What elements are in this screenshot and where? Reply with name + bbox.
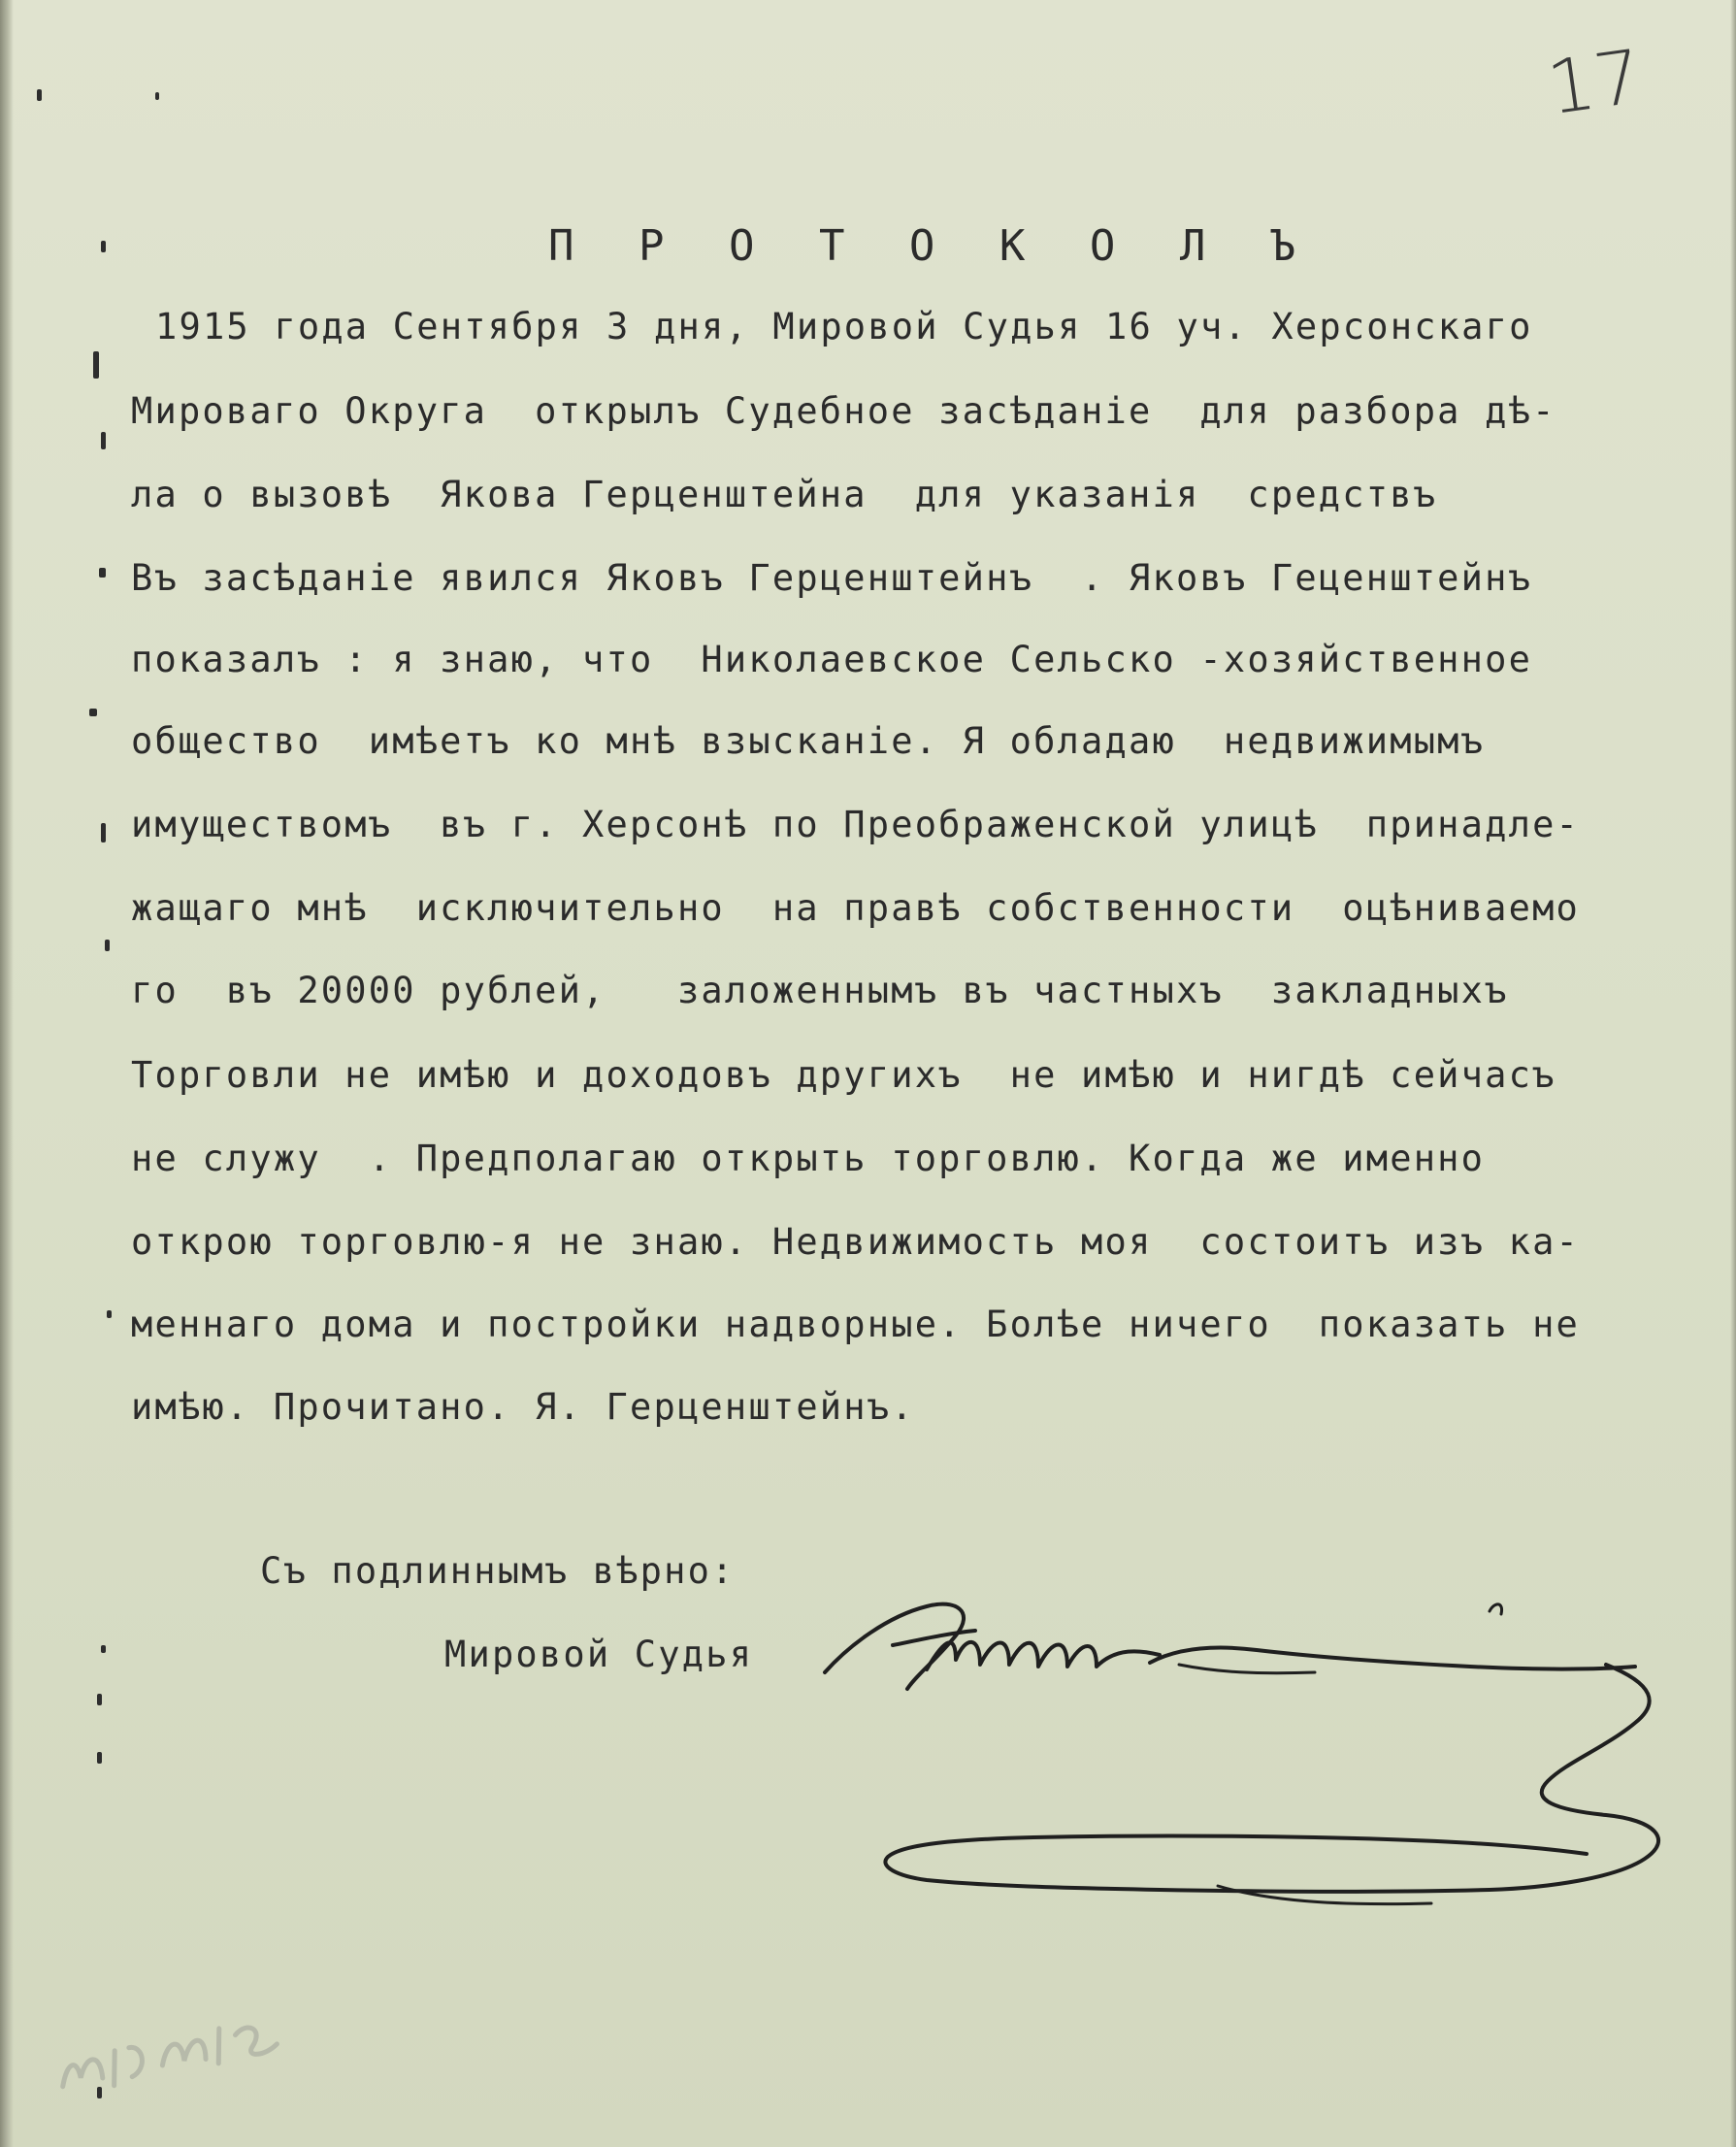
margin-mark — [101, 241, 106, 252]
margin-mark — [155, 92, 159, 100]
body-line: Торговли не имѣю и доходовъ другихъ не имѣю и нигдѣ сейчасъ — [131, 1054, 1556, 1096]
body-line: имуществомъ въ г. Херсонѣ по Преображенской улицѣ принадле- — [131, 804, 1581, 845]
body-line: не служу . Предполагаю открыть торговлю. Когда же именно — [131, 1138, 1486, 1179]
body-line: го въ 20000 рублей, заложеннымъ въ частныхъ закладныхъ — [131, 970, 1509, 1011]
margin-mark — [99, 568, 106, 578]
margin-mark — [107, 1310, 112, 1318]
body-line: показалъ : я знаю, что Николаевское Сельско -хозяйственное — [131, 639, 1533, 680]
margin-mark — [101, 432, 106, 449]
faded-stamp — [45, 1994, 306, 2113]
body-line: Въ засѣданiе явился Яковъ Герценштейнъ . Яковъ Геценштейнъ — [131, 557, 1533, 599]
margin-mark — [93, 351, 99, 379]
body-line: жащаго мнѣ исключительно на правѣ собственности оцѣниваемо — [131, 887, 1581, 929]
body-line: Мировaго Округа открылъ Судебное засѣданiе для разбора дѣ- — [131, 390, 1556, 432]
margin-mark — [37, 89, 42, 101]
document-title: П Р О Т О К О Л Ъ — [548, 221, 1316, 271]
body-line: 1915 года Сентября 3 дня, Мировой Судья 16 уч. Херсонскаго — [155, 306, 1533, 347]
margin-mark — [105, 940, 110, 951]
body-line: общество имѣетъ ко мнѣ взысканiе. Я обладаю недвижимымъ — [131, 720, 1486, 762]
margin-mark — [97, 1694, 102, 1705]
signatory-title: Мировой Судья — [444, 1634, 754, 1675]
margin-mark — [101, 823, 106, 842]
body-line: имѣю. Прочитано. Я. Герценштейнъ. — [131, 1386, 915, 1428]
body-line: ла о вызовѣ Якова Герценштейна для указанiя средствъ — [131, 474, 1438, 515]
margin-mark — [89, 709, 97, 716]
page-number: 17 — [1542, 32, 1648, 132]
margin-mark — [101, 1645, 106, 1653]
margin-mark — [97, 1752, 102, 1764]
handwritten-signature — [810, 1577, 1732, 2043]
body-line: меннаго дома и постройки надворные. Болѣе ничего показать не — [131, 1304, 1581, 1345]
body-line: открою торговлю-я не знаю. Недвижимость моя состоитъ изъ ка- — [131, 1221, 1581, 1263]
page-left-edge — [0, 0, 14, 2147]
certification-line: Съ подлиннымъ вѣрно: — [260, 1550, 736, 1592]
